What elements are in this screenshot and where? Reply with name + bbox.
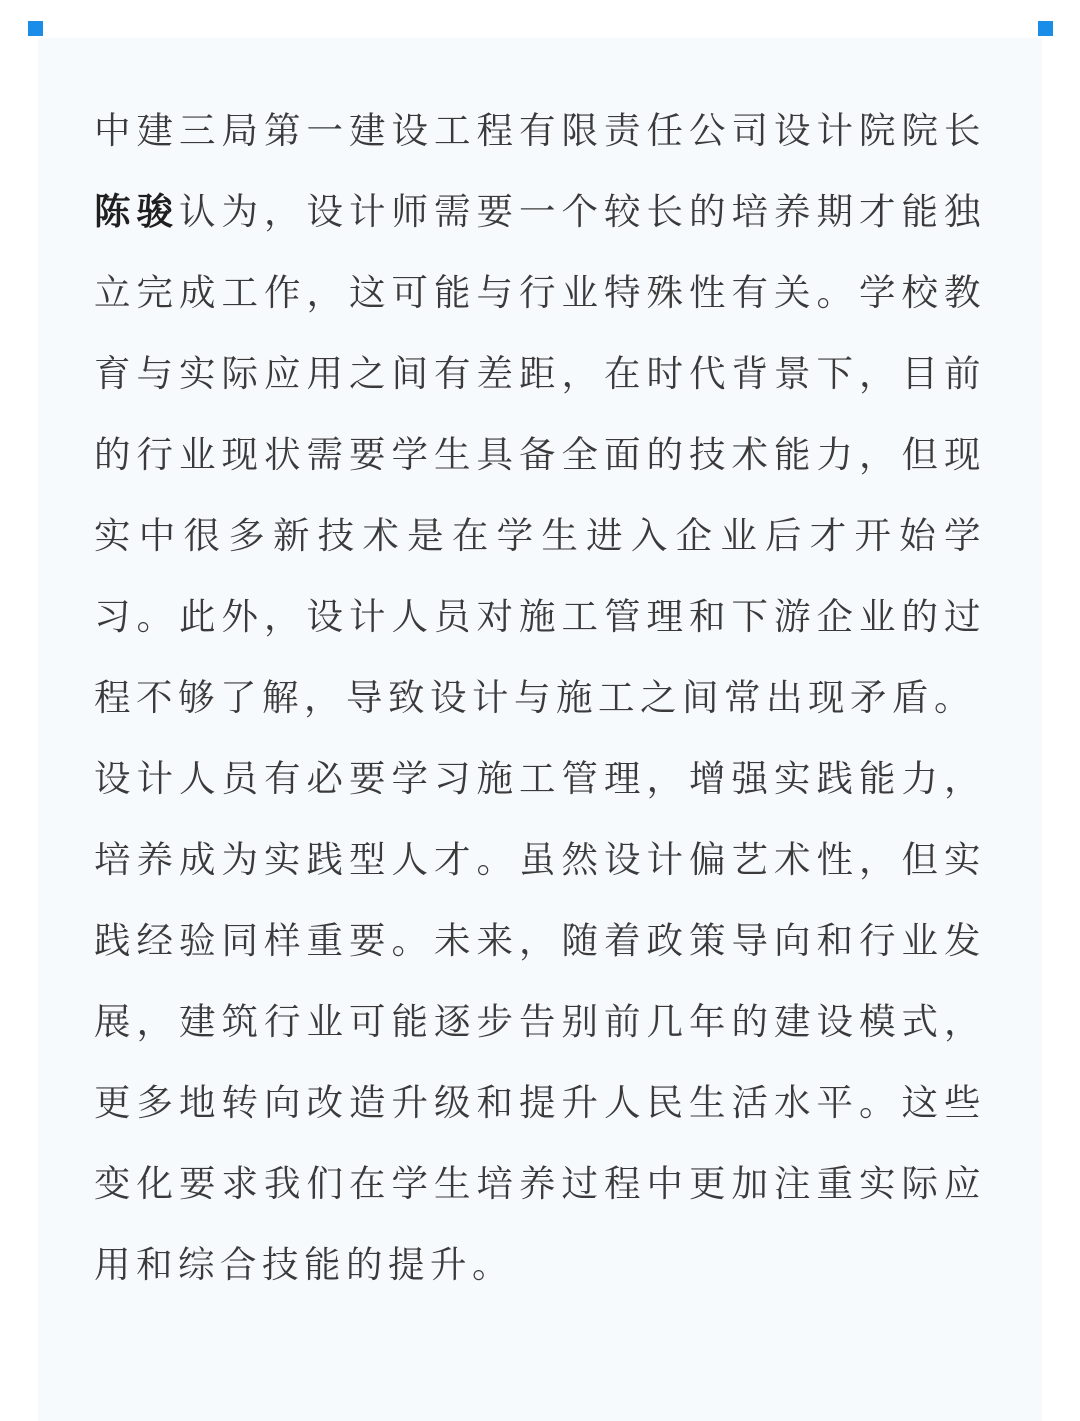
person-name: 陈骏 xyxy=(94,190,179,233)
corner-marker-left xyxy=(28,21,43,36)
paragraph-2: 设计人员有必要学习施工管理，增强实践能力，培养成为实践型人才。虽然设计偏艺术性，但实践经验同样重要。未来，随着政策导向和行业发展，建筑行业可能逐步告别前几年的建设模式，更多地转向改造升级和提升人民生活水平。这些变化要求我们在学生培养过程中更加注重实际应用和综合技能的提升。 xyxy=(94,757,986,1286)
paragraph-1-intro: 中建三局第一建设工程有限责任公司设计院院长 xyxy=(94,109,986,152)
paragraph-1-body: 认为，设计师需要一个较长的培养期才能独立完成工作，这可能与行业特殊性有关。学校教育与实际应用之间有差距，在时代背景下，目前的行业现状需要学生具备全面的技术能力，但现实中很多新技术是在学生进入企业后才开始学习。此外，设计人员对施工管理和下游企业的过程不够了解，导致设计与施工之间常出现矛盾。 xyxy=(94,190,986,719)
paragraph-1 xyxy=(94,90,986,738)
article-body xyxy=(94,90,986,1305)
corner-marker-right xyxy=(1038,21,1053,36)
